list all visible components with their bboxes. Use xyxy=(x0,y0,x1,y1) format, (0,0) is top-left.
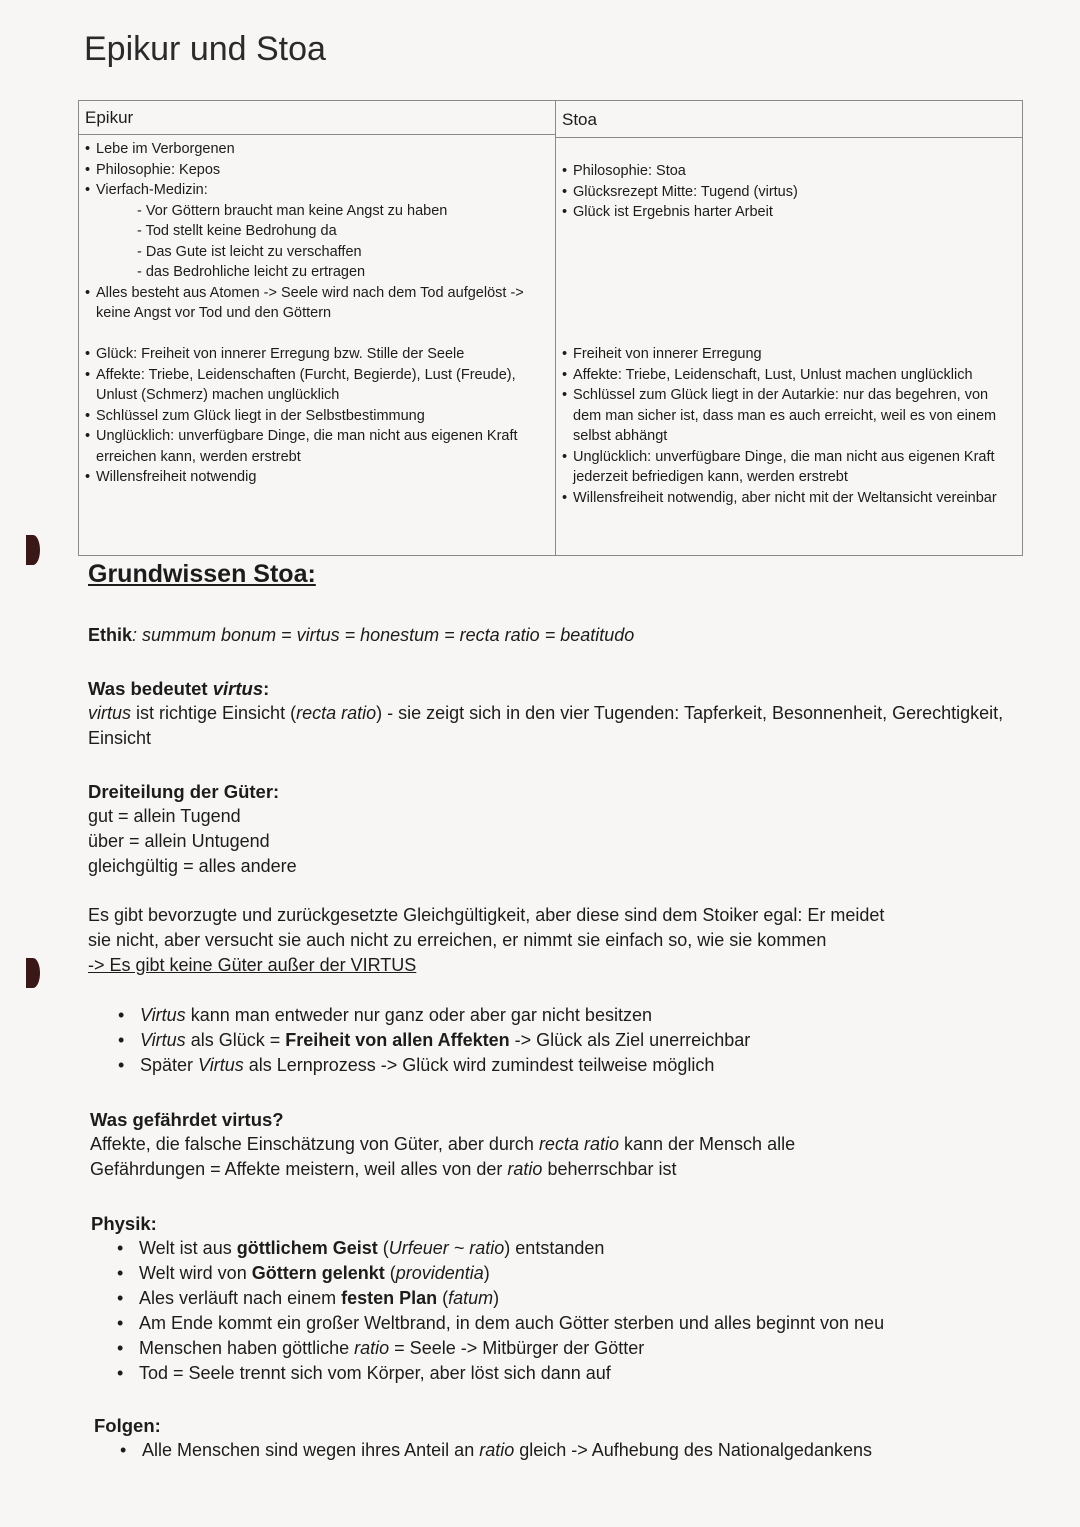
epikur-top-block xyxy=(83,139,549,324)
binder-mark-bottom xyxy=(26,958,40,988)
physik-section xyxy=(91,1211,1020,1386)
physik-heading: Physik: xyxy=(91,1213,157,1234)
list-item: • Glücksrezept Mitte: Tugend (virtus) xyxy=(560,182,1016,203)
list-item: • Freiheit von innerer Erregung xyxy=(560,344,1016,365)
list-item: • Glück: Freiheit von innerer Erregung bzw. Stille der Seele xyxy=(83,344,549,365)
danger-section xyxy=(90,1107,830,1182)
list-item: • Menschen haben göttliche ratio = Seele -> Mitbürger der Götter xyxy=(117,1336,1020,1361)
grundwissen-heading: Grundwissen Stoa: xyxy=(88,560,316,588)
list-item: • Vierfach-Medizin: xyxy=(83,180,549,201)
indifference-conclusion: -> Es gibt keine Güter außer der VIRTUS xyxy=(88,955,417,975)
virtus-answer: virtus ist richtige Einsicht (recta ratio) - sie zeigt sich in den vier Tugenden: Tapferkeit, Besonnenheit, Gerechtigkeit, Einsicht xyxy=(88,703,1004,748)
list-item: • Schlüssel zum Glück liegt in der Selbstbestimmung xyxy=(83,406,549,427)
gueter-section xyxy=(88,779,1020,879)
stoa-bottom-block xyxy=(560,344,1016,508)
indifference-section xyxy=(88,903,910,978)
list-item: • Unglücklich: unverfügbare Dinge, die man nicht aus eigenen Kraft erreichen kann, werden erstrebt xyxy=(83,426,549,467)
list-item: • Alles besteht aus Atomen -> Seele wird nach dem Tod aufgelöst -> keine Angst vor Tod und den Göttern xyxy=(83,283,549,324)
virtus-bullets xyxy=(88,1003,1020,1078)
epikur-header: Epikur xyxy=(79,101,555,135)
list-item: - das Bedrohliche leicht zu ertragen xyxy=(137,264,366,280)
list-item: - Das Gute ist leicht zu verschaffen xyxy=(137,243,362,260)
stoa-column xyxy=(556,101,1022,555)
page-title: Epikur und Stoa xyxy=(84,30,326,68)
list-item: • Schlüssel zum Glück liegt in der Autarkie: nur das begehren, von dem man sicher ist, dass man es auch erreicht, weil es von einem selbst abhängt xyxy=(560,385,1016,447)
list-item: • Tod = Seele trennt sich vom Körper, aber löst sich dann auf xyxy=(117,1361,1020,1386)
epikur-bottom-block xyxy=(83,344,549,488)
gueter-heading: Dreiteilung der Güter: xyxy=(88,781,280,802)
grundwissen-heading-wrap xyxy=(88,562,1020,589)
list-item: • Welt wird von Göttern gelenkt (providentia) xyxy=(117,1261,1020,1286)
gueter-line: über = allein Untugend xyxy=(88,831,270,851)
list-item: • Unglücklich: unverfügbare Dinge, die man nicht aus eigenen Kraft jederzeit befriedigen kann, werden erstrebt xyxy=(560,447,1016,488)
list-item: • Willensfreiheit notwendig xyxy=(83,467,549,488)
folgen-section xyxy=(94,1413,1020,1463)
list-item: • Affekte: Triebe, Leidenschaften (Furcht, Begierde), Lust (Freude), Unlust (Schmerz) machen unglücklich xyxy=(83,365,549,406)
folgen-heading: Folgen: xyxy=(94,1415,161,1436)
ethik-line xyxy=(88,623,1020,648)
list-item: • Glück ist Ergebnis harter Arbeit xyxy=(560,202,1016,223)
list-item: • Lebe im Verborgenen xyxy=(83,139,549,160)
list-item: • Virtus kann man entweder nur ganz oder aber gar nicht besitzen xyxy=(118,1003,1020,1028)
list-item: • Später Virtus als Lernprozess -> Glück wird zumindest teilweise möglich xyxy=(118,1053,1020,1078)
epikur-column xyxy=(79,101,556,555)
list-item: • Virtus als Glück = Freiheit von allen Affekten -> Glück als Ziel unerreichbar xyxy=(118,1028,1020,1053)
indifference-text: Es gibt bevorzugte und zurückgesetzte Gleichgültigkeit, aber diese sind dem Stoiker egal: Er meidet sie nicht, aber versucht sie auch nicht zu erreichen, er nimmt sie einfach so, wie sie kommen xyxy=(88,905,885,950)
list-item: • Philosophie: Kepos xyxy=(83,160,549,181)
list-item: • Willensfreiheit notwendig, aber nicht mit der Weltansicht vereinbar xyxy=(560,488,1016,509)
list-item: • Affekte: Triebe, Leidenschaft, Lust, Unlust machen unglücklich xyxy=(560,365,1016,386)
ethik-label: Ethik xyxy=(88,625,133,645)
danger-text: Affekte, die falsche Einschätzung von Güter, aber durch recta ratio kann der Mensch alle Gefährdungen = Affekte meistern, weil alles von der ratio beherrschbar ist xyxy=(90,1134,796,1179)
danger-heading: Was gefährdet virtus? xyxy=(90,1109,284,1130)
comparison-table xyxy=(78,100,1023,556)
stoa-header: Stoa xyxy=(556,101,1022,138)
list-item: - Tod stellt keine Bedrohung da xyxy=(137,223,337,239)
list-item: • Philosophie: Stoa xyxy=(560,161,1016,182)
ethik-definition: : summum bonum = virtus = honestum = recta ratio = beatitudo xyxy=(132,625,635,645)
binder-mark-top xyxy=(26,535,40,565)
list-item: • Ales verläuft nach einem festen Plan (fatum) xyxy=(117,1286,1020,1311)
stoa-top-block xyxy=(560,161,1016,223)
list-item: • Am Ende kommt ein großer Weltbrand, in dem auch Götter sterben und alles beginnt von neu xyxy=(117,1311,1020,1336)
list-item: - Vor Göttern braucht man keine Angst zu haben xyxy=(137,202,448,219)
list-item: • Alle Menschen sind wegen ihres Anteil an ratio gleich -> Aufhebung des Nationalgedankens xyxy=(120,1438,1020,1463)
gueter-line: gut = allein Tugend xyxy=(88,806,241,826)
list-item: • Welt ist aus göttlichem Geist (Urfeuer ~ ratio) entstanden xyxy=(117,1236,1020,1261)
virtus-question: Was bedeutet virtus: xyxy=(88,678,270,699)
gueter-line: gleichgültig = alles andere xyxy=(88,856,297,876)
virtus-section xyxy=(88,676,1020,751)
